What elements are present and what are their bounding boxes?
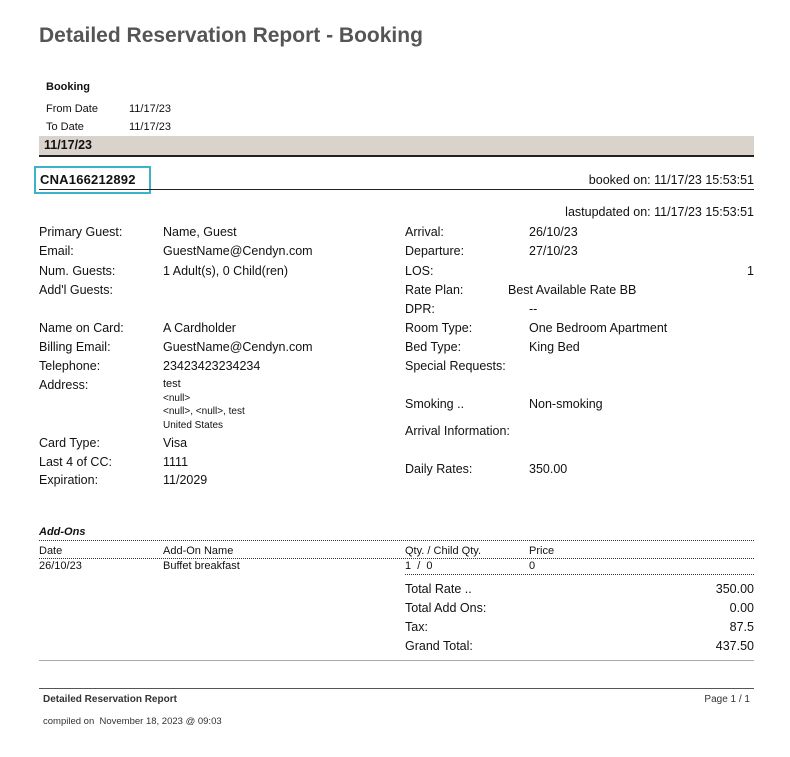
footer-page-number: Page 1 / 1 [704, 694, 750, 705]
rate-plan-value: Best Available Rate BB [508, 283, 637, 297]
grand-total-label: Grand Total: [405, 639, 473, 653]
addons-col-date: Date [39, 545, 63, 557]
smoking-value: Non-smoking [529, 397, 603, 411]
to-date-value: 11/17/23 [129, 121, 172, 133]
arrival-label: Arrival: [405, 225, 444, 239]
smoking-label: Smoking .. [405, 397, 465, 411]
addons-col-qty: Qty. / Child Qty. [405, 545, 481, 557]
arrival-value: 26/10/23 [529, 225, 578, 239]
addons-header-rule [39, 558, 754, 559]
num-guests-value: 1 Adult(s), 0 Child(ren) [163, 264, 289, 278]
expiration-value: 11/2029 [163, 473, 208, 487]
report-title: Detailed Reservation Report - Booking [39, 24, 423, 47]
addons-col-price: Price [529, 545, 555, 557]
email-value: GuestName@Cendyn.com [163, 244, 313, 258]
addons-heading-rule [39, 540, 754, 541]
addon-price: 0 [529, 560, 536, 572]
grand-total-value: 437.50 [715, 639, 754, 653]
addl-guests-label: Add'l Guests: [39, 283, 113, 297]
dpr-label: DPR: [405, 302, 435, 316]
telephone-label: Telephone: [39, 359, 101, 373]
addons-heading: Add-Ons [39, 526, 86, 538]
reservation-divider [39, 189, 754, 190]
last4-value: 1111 [163, 455, 189, 469]
primary-guest-value: Name, Guest [163, 225, 237, 239]
telephone-value: 23423423234234 [163, 359, 261, 373]
addon-name: Buffet breakfast [163, 560, 240, 572]
billing-email-label: Billing Email: [39, 340, 111, 354]
bed-type-label: Bed Type: [405, 340, 462, 354]
arrival-info-label: Arrival Information: [405, 424, 510, 438]
rate-plan-label: Rate Plan: [405, 283, 464, 297]
card-type-value: Visa [163, 436, 188, 450]
address-line-1: test [163, 378, 181, 390]
daily-rates-value: 350.00 [529, 462, 568, 476]
address-line-2: <null> [163, 393, 191, 404]
addon-date: 26/10/23 [39, 560, 82, 572]
total-rate-value: 350.00 [715, 582, 754, 596]
name-on-card-value: A Cardholder [163, 321, 236, 335]
last-updated: lastupdated on: 11/17/23 15:53:51 [565, 205, 754, 219]
los-value: 1 [747, 264, 754, 278]
footer-report-name: Detailed Reservation Report [43, 694, 177, 705]
expiration-label: Expiration: [39, 473, 99, 487]
last4-label: Last 4 of CC: [39, 455, 112, 469]
address-line-3: <null>, <null>, test [163, 406, 245, 417]
address-label: Address: [39, 378, 89, 392]
total-addons-label: Total Add Ons: [405, 601, 487, 615]
num-guests-label: Num. Guests: [39, 264, 116, 278]
total-rate-label: Total Rate .. [405, 582, 472, 596]
tax-label: Tax: [405, 620, 428, 634]
billing-email-value: GuestName@Cendyn.com [163, 340, 313, 354]
addons-col-name: Add-On Name [163, 545, 234, 557]
address-line-4: United States [163, 420, 224, 431]
tax-value: 87.5 [729, 620, 754, 634]
from-date-value: 11/17/23 [129, 103, 172, 115]
primary-guest-label: Primary Guest: [39, 225, 123, 239]
total-addons-value: 0.00 [729, 601, 754, 615]
room-type-label: Room Type: [405, 321, 473, 335]
date-band-label: 11/17/23 [44, 138, 92, 152]
card-type-label: Card Type: [39, 436, 100, 450]
addons-row-rule [405, 574, 754, 575]
footer-compiled: compiled on November 18, 2023 @ 09:03 [43, 716, 222, 727]
date-band [39, 136, 754, 157]
special-requests-label: Special Requests: [405, 359, 506, 373]
confirmation-number-text: CNA166212892 [40, 172, 136, 187]
to-date-label: To Date [46, 121, 84, 133]
name-on-card-label: Name on Card: [39, 321, 124, 335]
departure-label: Departure: [405, 244, 465, 258]
totals-divider [39, 660, 754, 661]
los-label: LOS: [405, 264, 434, 278]
daily-rates-label: Daily Rates: [405, 462, 473, 476]
footer-rule [39, 688, 754, 689]
addon-qty: 1 / 0 [405, 560, 433, 572]
bed-type-value: King Bed [529, 340, 580, 354]
room-type-value: One Bedroom Apartment [529, 321, 668, 335]
booked-on: booked on: 11/17/23 15:53:51 [588, 173, 754, 187]
email-label: Email: [39, 244, 74, 258]
dpr-value: -- [529, 302, 538, 316]
from-date-label: From Date [46, 103, 98, 115]
departure-value: 27/10/23 [529, 244, 578, 258]
section-label: Booking [46, 81, 90, 93]
